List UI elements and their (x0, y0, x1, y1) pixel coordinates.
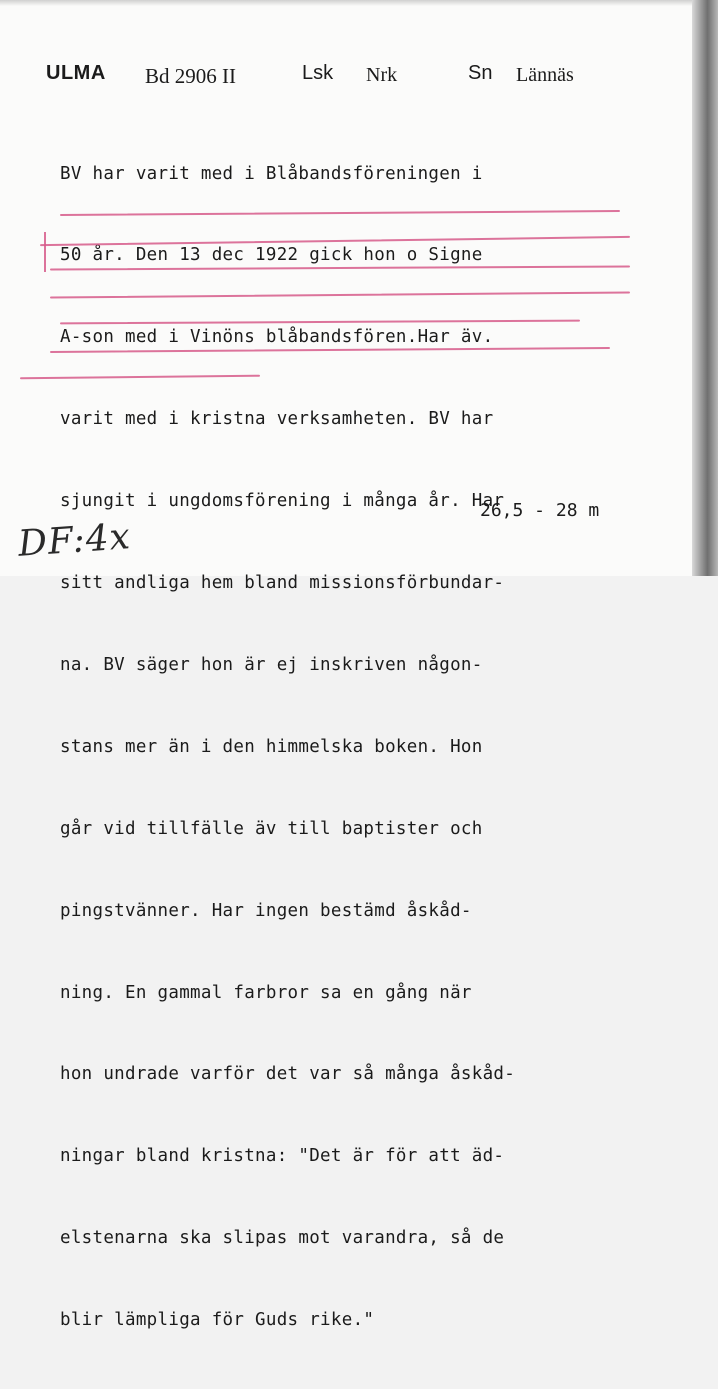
text-line: A-son med i Vinöns blåbandsfören.Har äv. (60, 327, 494, 348)
text-line: sitt andliga hem bland missionsförbundar- (60, 573, 505, 594)
measurement-note: 26,5 - 28 m (480, 500, 600, 521)
text-line: sjungit i ungdomsförening i många år. Har (60, 491, 505, 512)
card-body-text (60, 106, 515, 1389)
scan-right-shadow (692, 0, 718, 576)
text-line: ningar bland kristna: "Det är för att äd- (60, 1146, 505, 1167)
text-line: blir lämpliga för Guds rike." (60, 1310, 375, 1331)
highlight-bracket (44, 232, 46, 272)
volume-reference: Bd 2906 II (145, 64, 236, 88)
text-line: na. BV säger hon är ej inskriven någon- (60, 654, 483, 675)
text-line: pingstvänner. Har ingen bestämd åskåd- (60, 900, 472, 921)
landskap-value: Nrk (366, 64, 398, 86)
text-line: går vid tillfälle äv till baptister och (60, 818, 483, 839)
text-line: stans mer än i den himmelska boken. Hon (60, 736, 483, 757)
text-line: hon undrade varför det var så många åskåd- (60, 1064, 516, 1085)
text-line: varit med i kristna verksamheten. BV har (60, 409, 494, 430)
socken-value: Lännäs (516, 64, 574, 86)
text-line: ning. En gammal farbror sa en gång när (60, 982, 472, 1003)
archive-label: ULMA (46, 62, 106, 84)
scan-top-shadow (0, 0, 718, 6)
landskap-label: Lsk (302, 62, 334, 84)
text-line: elstenarna ska slipas mot varandra, så de (60, 1228, 505, 1249)
text-line: BV har varit med i Blåbandsföreningen i (60, 163, 483, 184)
text-line: 50 år. Den 13 dec 1922 gick hon o Signe (60, 245, 483, 266)
handwritten-signature: DF:4x (16, 516, 133, 565)
socken-label: Sn (468, 62, 493, 84)
